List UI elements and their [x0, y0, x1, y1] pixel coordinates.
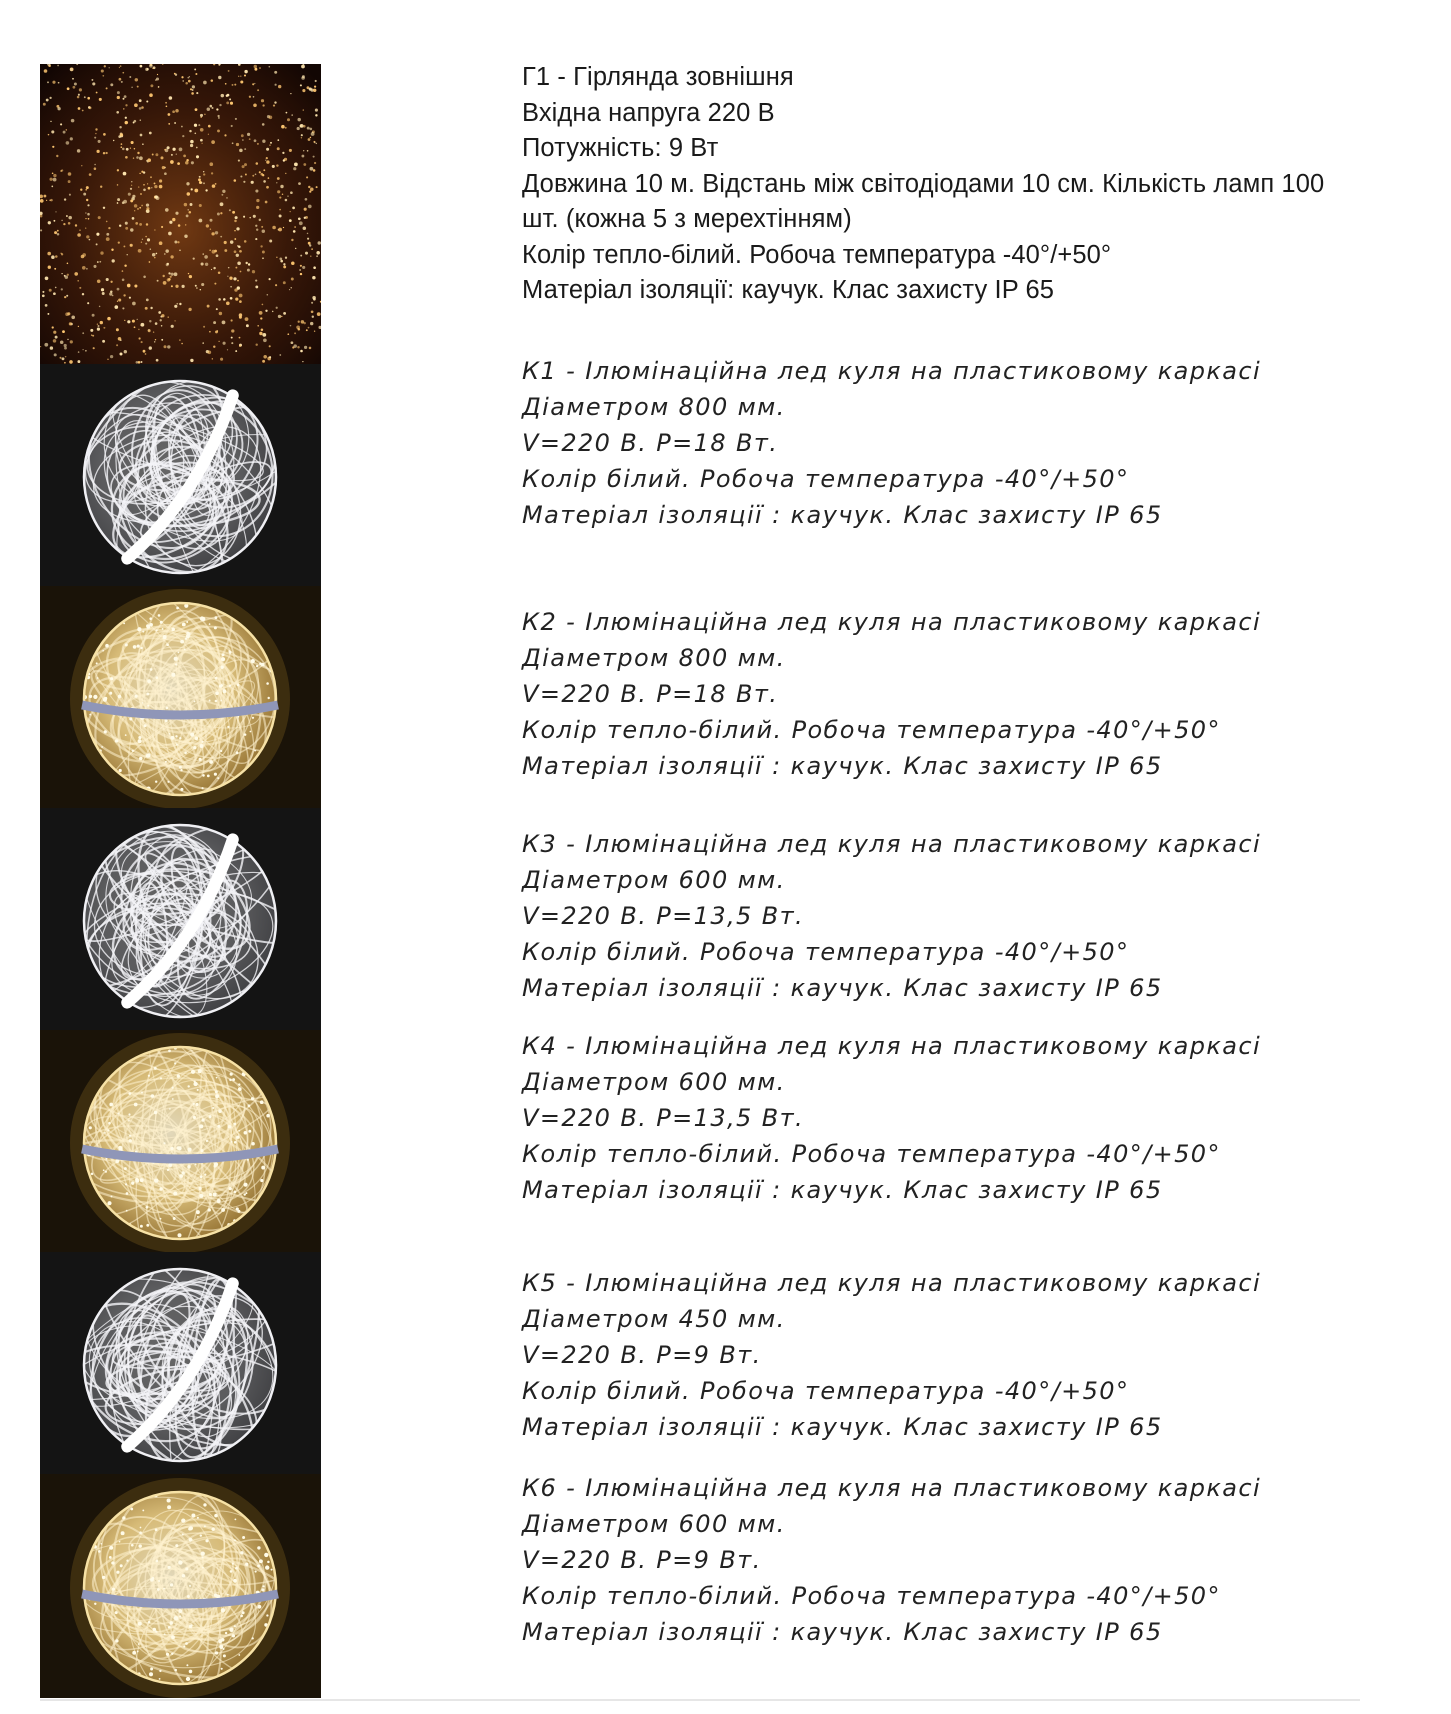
spec-diameter: Діаметром 800 мм.: [522, 393, 786, 421]
white-led-ball-image: [40, 364, 321, 586]
spec-length: Довжина 10 м. Відстань між світодіодами 10 см. Кількість ламп 100 шт. (кожна 5 з мерехтінням): [522, 169, 1325, 233]
white-led-ball-image: [40, 1252, 321, 1474]
photo-ball-k6: [40, 1474, 321, 1698]
spec-insulation: Матеріал ізоляції : каучук. Клас захисту IP 65: [522, 501, 1163, 529]
spec-k3: [522, 826, 1402, 1006]
spec-k4: [522, 1028, 1402, 1208]
spec-diameter: Діаметром 600 мм.: [522, 1068, 786, 1096]
spec-voltage-power: V=220 В. Р=9 Вт.: [522, 1546, 762, 1574]
spec-voltage-power: V=220 В. Р=18 Вт.: [522, 429, 779, 457]
photo-ball-k2: [40, 586, 321, 808]
spec-title: К2 - Ілюмінаційна лед куля на пластиковому каркасі: [522, 608, 1262, 636]
spec-voltage-power: V=220 В. Р=18 Вт.: [522, 680, 779, 708]
white-led-ball-image: [40, 808, 321, 1030]
spec-color-temperature: Колір тепло-білий. Робоча температура -40°/+50°: [522, 716, 1221, 744]
warm-led-ball-image: [40, 1030, 321, 1252]
spec-voltage-power: V=220 В. Р=9 Вт.: [522, 1341, 762, 1369]
spec-color-temperature: Колір тепло-білий. Робоча температура -40°/+50°: [522, 1582, 1221, 1610]
spec-k1: [522, 353, 1402, 533]
spec-g1: [522, 60, 1402, 309]
spec-color-temperature: Колір тепло-білий. Робоча температура -40°/+50°: [522, 240, 1112, 269]
spec-title: Г1 - Гірлянда зовнішня: [522, 63, 794, 91]
spec-diameter: Діаметром 600 мм.: [522, 866, 786, 894]
warm-led-ball-image: [40, 1474, 321, 1698]
spec-diameter: Діаметром 450 мм.: [522, 1305, 786, 1333]
photo-ball-k1: [40, 364, 321, 586]
spec-title: К3 - Ілюмінаційна лед куля на пластиковому каркасі: [522, 830, 1262, 858]
spec-voltage: Вхідна напруга 220 В: [522, 98, 775, 127]
spec-color-temperature: Колір білий. Робоча температура -40°/+50°: [522, 465, 1130, 493]
photo-ball-k4: [40, 1030, 321, 1252]
spec-diameter: Діаметром 800 мм.: [522, 644, 786, 672]
photo-garland: [40, 64, 321, 364]
spec-title: К4 - Ілюмінаційна лед куля на пластиковому каркасі: [522, 1032, 1262, 1060]
warm-led-ball-image: [40, 586, 321, 808]
spec-k6: [522, 1470, 1402, 1650]
spec-power: Потужність: 9 Вт: [522, 134, 719, 162]
bottom-divider: [40, 1699, 1360, 1701]
spec-k2: [522, 604, 1402, 784]
spec-title: К5 - Ілюмінаційна лед куля на пластиковому каркасі: [522, 1269, 1262, 1297]
garland-curtain-lights-image: [40, 64, 321, 364]
spec-insulation: Матеріал ізоляції : каучук. Клас захисту IP 65: [522, 1176, 1163, 1204]
spec-insulation: Матеріал ізоляції: каучук. Клас захисту IP 65: [522, 276, 1055, 304]
spec-color-temperature: Колір тепло-білий. Робоча температура -40°/+50°: [522, 1140, 1221, 1168]
spec-insulation: Матеріал ізоляції : каучук. Клас захисту IP 65: [522, 1413, 1163, 1441]
spec-insulation: Матеріал ізоляції : каучук. Клас захисту IP 65: [522, 752, 1163, 780]
photo-ball-k5: [40, 1252, 321, 1474]
spec-color-temperature: Колір білий. Робоча температура -40°/+50°: [522, 938, 1130, 966]
spec-voltage-power: V=220 В. Р=13,5 Вт.: [522, 1104, 805, 1132]
spec-k5: [522, 1265, 1402, 1445]
spec-insulation: Матеріал ізоляції : каучук. Клас захисту IP 65: [522, 974, 1163, 1002]
spec-voltage-power: V=220 В. Р=13,5 Вт.: [522, 902, 805, 930]
spec-title: К6 - Ілюмінаційна лед куля на пластиковому каркасі: [522, 1474, 1262, 1502]
photo-ball-k3: [40, 808, 321, 1030]
spec-insulation: Матеріал ізоляції : каучук. Клас захисту IP 65: [522, 1618, 1163, 1646]
spec-color-temperature: Колір білий. Робоча температура -40°/+50°: [522, 1377, 1130, 1405]
spec-title: К1 - Ілюмінаційна лед куля на пластиковому каркасі: [522, 357, 1262, 385]
spec-diameter: Діаметром 600 мм.: [522, 1510, 786, 1538]
